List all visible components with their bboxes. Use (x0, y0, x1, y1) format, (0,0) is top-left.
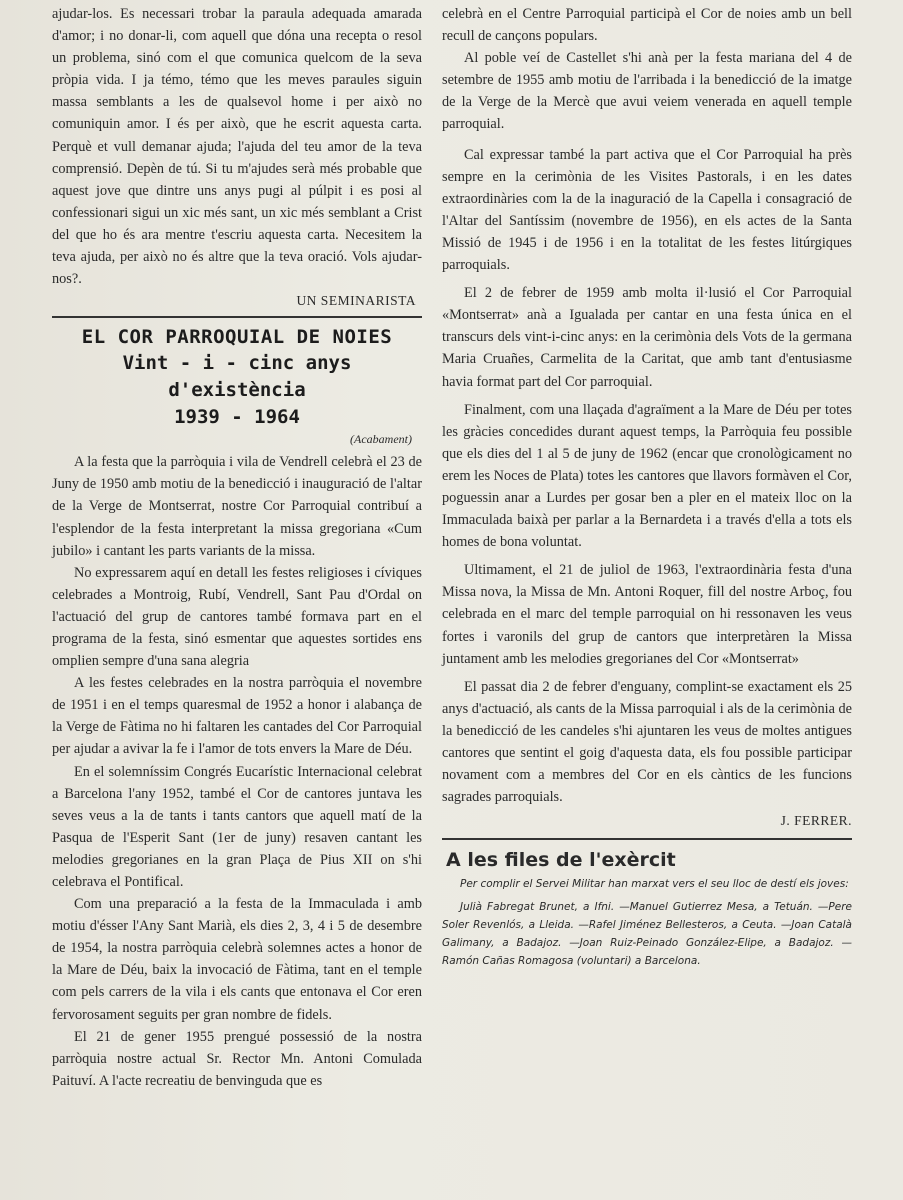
section-divider (442, 838, 852, 840)
article-paragraph: El 21 de gener 1955 prengué possessió de la nostra parròquia nostre actual Sr. Rector Mn. Antoni Comulada Paituví. A l'acte recreatiu de benvinguda que es (52, 1028, 422, 1089)
article-subtitle: Vint - i - cinc anys d'existència (122, 352, 352, 402)
army-section-intro: Per complir el Servei Militar han marxat vers el seu lloc de destí els joves: (460, 878, 849, 891)
article-continuation-note: (Acabament) (350, 432, 412, 447)
article-paragraph: El passat dia 2 de febrer d'enguany, complint-se exactament els 25 anys d'actuació, als cants de la Missa parroquial i als de la cerimònia de la benedicció de les candeles s'hi ajuntaren les veus de moltes antigues cantores que sentint el goig d'aquesta data, els fou possible participar novament com a membres del Cor en els càntics de les funcions sagrades parroquials. (442, 678, 852, 806)
article-paragraph: celebrà en el Centre Parroquial participà el Cor de noies amb un bell recull de cançons populars. (442, 6, 852, 45)
article-paragraph: Cal expressar també la part activa que el Cor Parroquial ha près sempre en la cerimònia de les Visites Pastorals, i en les dates extraordinàries com la de la inaguració de la Capella i consagració de l'Altar del Santíssim (novembre de 1956), en els actes de la Santa Missió de 1945 i de 1956 i en la totalitat de les festes litúrgiques parroquials. (442, 146, 852, 274)
letter-closing-paragraph: ajudar-los. Es necessari trobar la paraula adequada amarada d'amor; i no donar-li, com aquell que dóna una recepta o resol un problema, sinó com el que comunica quelcom de la seva pròpia vida. I ja témo, témo que les meves paraules siguin massa semblants a les de qualsevol home i per això no comuniquin amor. I és per això, que he escrit aquesta carta. Perquè et vull demanar ajuda; l'ajuda del teu amor de la teva comprensió. Depèn de tú. Si tu m'ajudes serà més probable que aquest jove que dintre uns anys pugi al púlpit i es posi al confessionari sigui un xic més sant, un xic més semblant a Crist del que ho és ara mentre t'escriu aquesta carta. Necesitem la teva ajuda, per això no és altre que la teva oració. Vols ajudar-nos?. (52, 6, 422, 288)
right-column (442, 3, 852, 970)
article-paragraph: Finalment, com una llaçada d'agraïment a la Mare de Déu per totes les gràcies concedides durant aquest temps, la Parròquia feu possible que els dies del 1 al 5 de juny de 1962 (encar que cronològicament no erem les Noces de Plata) totes les cantores que llavors formàven el Cor, poguessin anar a Lurdes per gosar ben a pler en el mateix lloc on la Immaculada baixà per parlar a la Bernardeta i a través d'ella a tots els homes de bona voluntat. (442, 401, 852, 551)
article-signature: J. FERRER. (780, 813, 852, 829)
section-divider (52, 316, 422, 318)
article-paragraph: Com una preparació a la festa de la Immaculada i amb motiu d'ésser l'Any Sant Marià, els dies 2, 3, 4 i 5 de desembre de 1954, la nostra parròquia celebrà solemnes actes a honor de la Mare de Déu, baix la invocació de Fàtima, tant en el temple com pels carrers de la vila i els cants que entonava el Cor eren fervorosament seguits per gran nombre de fidels. (52, 896, 422, 1023)
letter-signature: UN SEMINARISTA (296, 293, 416, 309)
army-recruits-list: Julià Fabregat Brunet, a Ifni. —Manuel Gutierrez Mesa, a Tetuán. —Pere Soler Revenlós, a Lleida. —Rafel Jiménez Bellesteros, a Ceuta. —Joan Català Galimany, a Badajoz. —Joan Ruiz-Peinado González-Elipe, a Badajoz. —Ramón Cañas Romagosa (voluntari) a Barcelona. (442, 901, 852, 968)
article-paragraph: A la festa que la parròquia i vila de Vendrell celebrà el 23 de Juny de 1950 amb motiu de la benedicció i inauguració de l'altar de la Verge de Montserrat, nostre Cor Parroquial contribuí a l'esplendor de la festa interpretant la missa gregoriana «Cum jubilo» i cantant les parts variants de la missa. (52, 454, 422, 559)
article-paragraph: No expressarem aquí en detall les festes religioses i cíviques celebrades a Montroig, Rubí, Vendrell, Sant Pau d'Ordal on l'actuació del grup de cantores també formava part en el programa de la festa, sinó esmentar que aquestes sortides ens omplien sempre d'una sana alegria (52, 564, 422, 670)
article-paragraph: En el solemníssim Congrés Eucarístic Internacional celebrat a Barcelona l'any 1952, també el Cor de cantores juntava les seves veus a la de tants i tants cantors que aquell matí de la Pasqua de l'Esperit Sant (1er de juny) resaven cantant les melodies gregorianes en la gran Plaça de Pius XII on s'hi celebrava el Pontifical. (52, 763, 422, 890)
army-section-title: A les files de l'exèrcit (446, 849, 676, 872)
article-paragraph: El 2 de febrer de 1959 amb molta il·lusió el Cor Parroquial «Montserrat» anà a Igualada per cantar en una festa única en el transcurs dels vint-i-cinc anys: en la cerimònia dels Vots de la germana Maria Cruañes, Carmelita de la Caritat, que amb tant d'entusiasme havia format part del Cor parroquial. (442, 285, 852, 390)
article-paragraph: Ultimament, el 21 de juliol de 1963, l'extraordinària festa d'una Missa nova, la Missa de Mn. Antoni Roquer, fill del nostre Arboç, fou celebrada en el marc del temple parroquial on hi ressonaven les veus fortes i varonils del grup de cantors que interpretàren la Missa juntament amb les melodies gregorianes del Cor «Montserrat» (442, 562, 852, 667)
article-years: 1939 - 1964 (174, 406, 300, 429)
article-title: EL COR PARROQUIAL DE NOIES (81, 326, 393, 349)
article-paragraph: A les festes celebrades en la nostra parròquia el novembre de 1951 i en el temps quaresmal de 1952 a honor i alabança de la Verge de Fàtima no hi faltaren les cantades del Cor Parroquial per ajudar a avivar la fe i l'amor de tots envers la Mare de Déu. (52, 675, 422, 758)
article-paragraph: Al poble veí de Castellet s'hi anà per la festa mariana del 4 de setembre de 1955 amb motiu de l'arribada i la benedicció de la imatge de la Verge de la Mercè que avui veiem venerada en aquell temple parroquial. (442, 50, 852, 133)
left-column (52, 3, 422, 1092)
